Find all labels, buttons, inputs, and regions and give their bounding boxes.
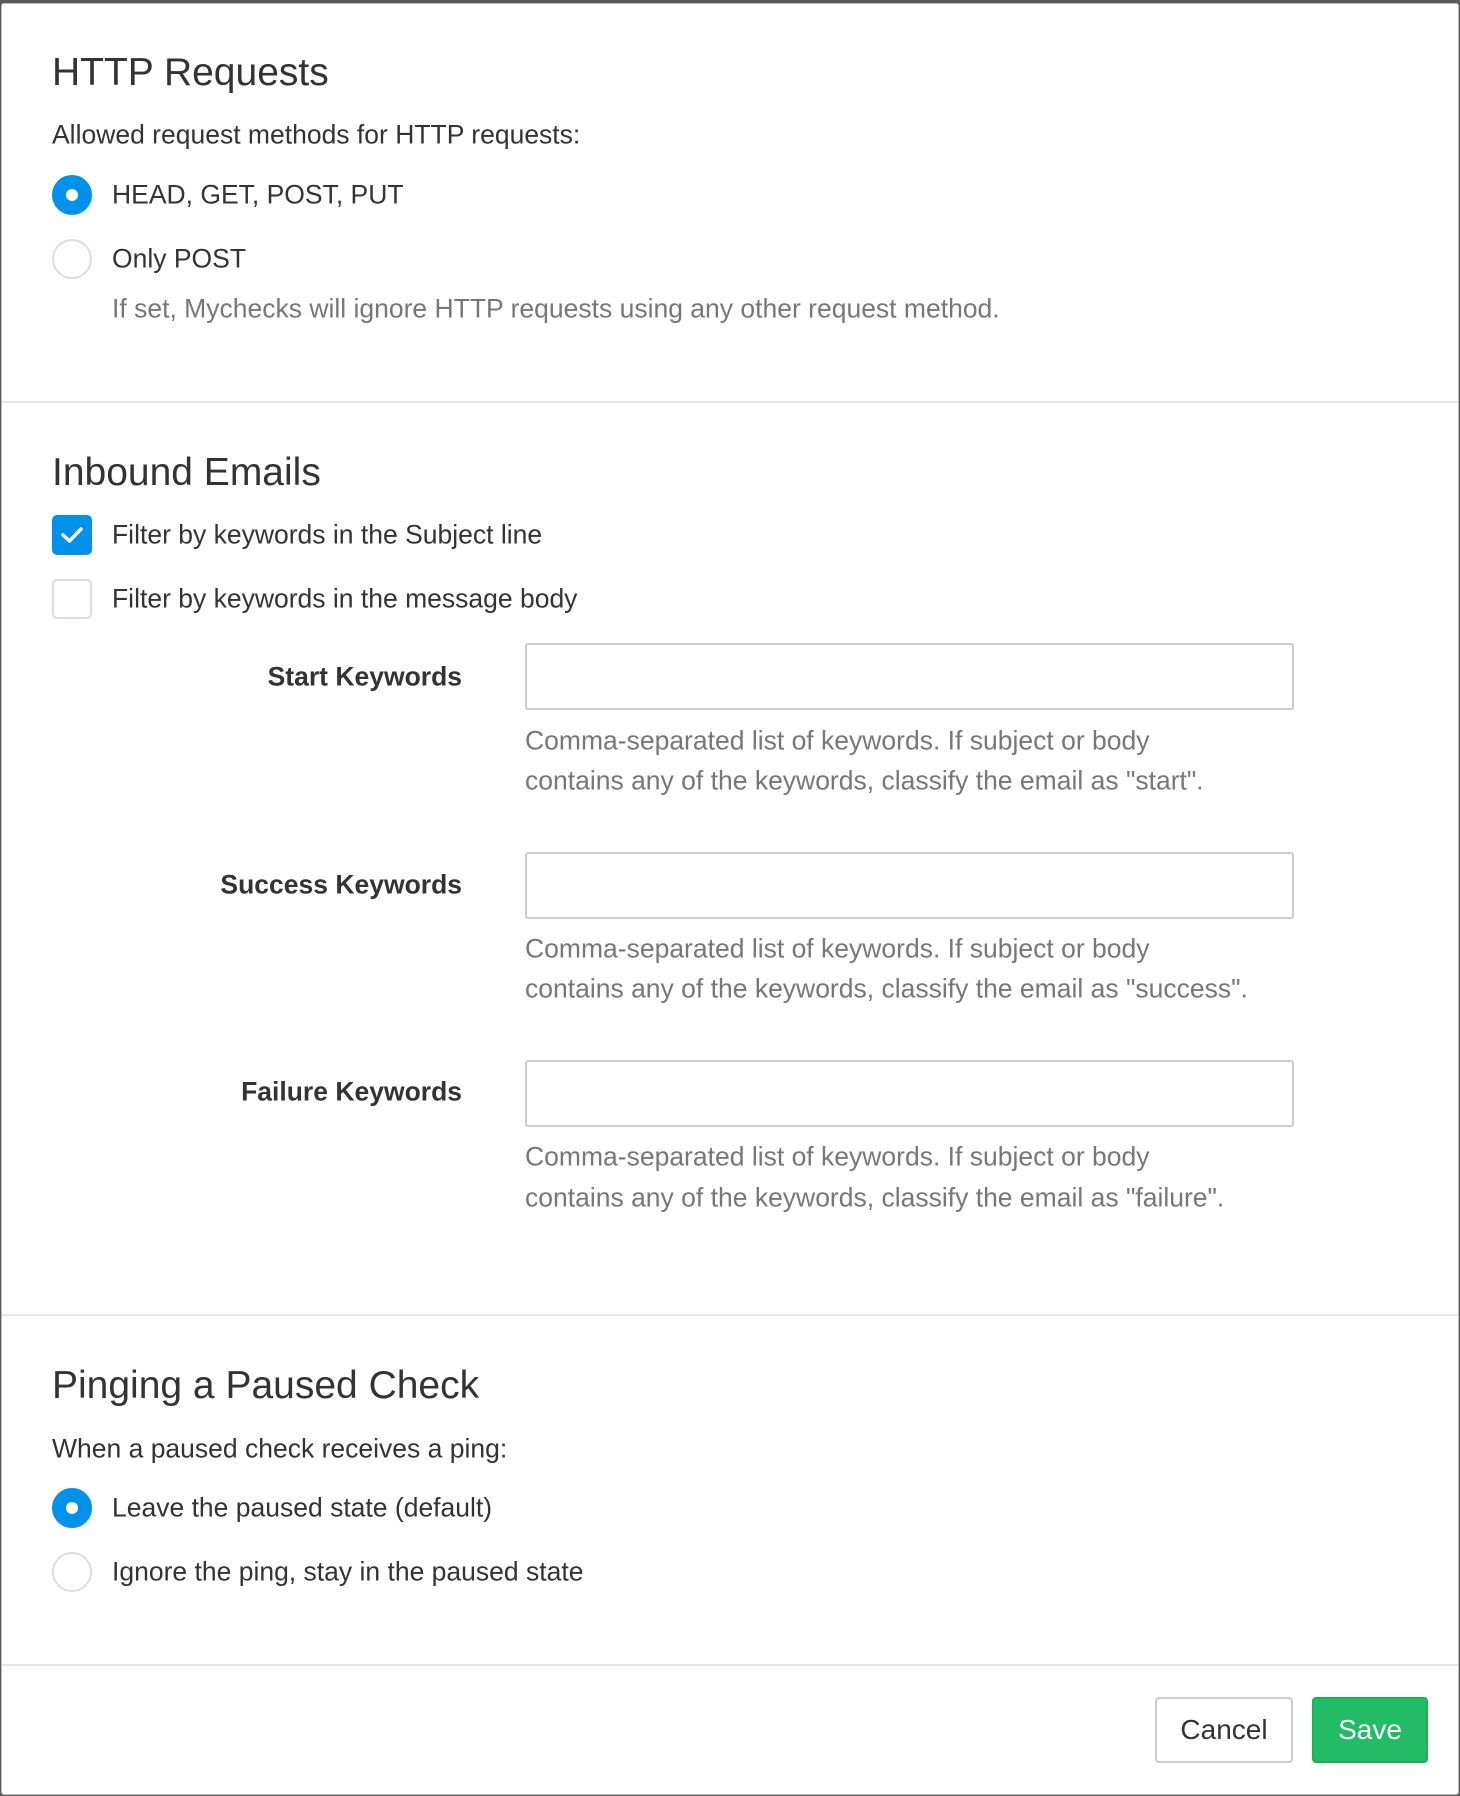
checkbox-filter-subject[interactable] <box>52 515 92 555</box>
http-help-text: If set, Mychecks will ignore HTTP requests using any other request method. <box>112 293 1000 324</box>
checkbox-label[interactable]: Filter by keywords in the message body <box>112 583 578 614</box>
radio-label[interactable]: Ignore the ping, stay in the paused state <box>112 1556 584 1587</box>
failure-keywords-label: Failure Keywords <box>241 1076 462 1107</box>
success-keywords-label: Success Keywords <box>220 869 462 900</box>
start-keywords-label: Start Keywords <box>267 661 462 692</box>
section-title-paused: Pinging a Paused Check <box>52 1364 480 1407</box>
http-prompt: Allowed request methods for HTTP requests: <box>52 119 581 150</box>
failure-keywords-help: Comma-separated list of keywords. If subject or body <box>525 1141 1150 1172</box>
success-keywords-help: contains any of the keywords, classify the email as "success". <box>525 973 1248 1004</box>
paused-prompt: When a paused check receives a ping: <box>52 1433 508 1464</box>
start-keywords-help: Comma-separated list of keywords. If subject or body <box>525 725 1150 756</box>
footer-divider <box>2 1664 1458 1666</box>
checkbox-label[interactable]: Filter by keywords in the Subject line <box>112 519 543 550</box>
check-icon <box>61 526 83 544</box>
radio-ignore-ping[interactable] <box>52 1552 92 1592</box>
success-keywords-input[interactable] <box>525 852 1294 919</box>
failure-keywords-input[interactable] <box>525 1060 1294 1127</box>
section-title-http: HTTP Requests <box>52 51 329 94</box>
section-title-email: Inbound Emails <box>52 451 321 494</box>
radio-only-post[interactable] <box>52 239 92 279</box>
cancel-button[interactable]: Cancel <box>1155 1697 1293 1763</box>
modal-dialog <box>1 3 1459 1795</box>
save-button[interactable]: Save <box>1312 1697 1428 1763</box>
start-keywords-input[interactable] <box>525 643 1294 710</box>
radio-head-get-post-put[interactable] <box>52 175 92 215</box>
success-keywords-help: Comma-separated list of keywords. If subject or body <box>525 933 1150 964</box>
checkbox-filter-body[interactable] <box>52 579 92 619</box>
divider <box>2 1314 1458 1316</box>
radio-label[interactable]: Only POST <box>112 243 247 274</box>
divider <box>2 401 1458 403</box>
radio-label[interactable]: Leave the paused state (default) <box>112 1492 493 1523</box>
failure-keywords-help: contains any of the keywords, classify the email as "failure". <box>525 1182 1225 1213</box>
radio-leave-paused[interactable] <box>52 1488 92 1528</box>
start-keywords-help: contains any of the keywords, classify the email as "start". <box>525 765 1204 796</box>
radio-label[interactable]: HEAD, GET, POST, PUT <box>112 179 404 210</box>
